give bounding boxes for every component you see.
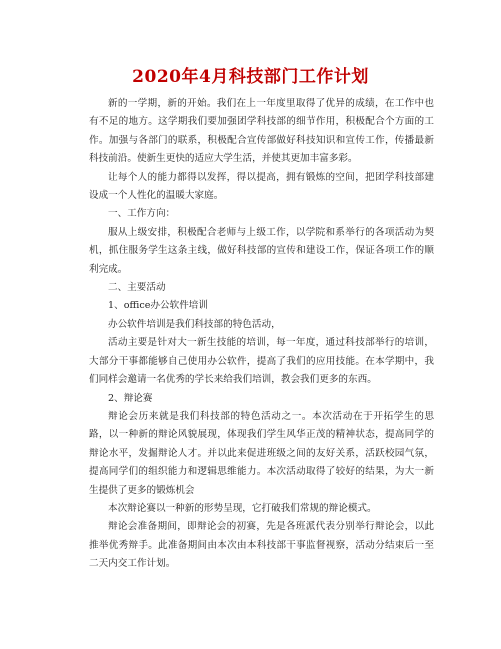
document-body	[89, 95, 434, 574]
paragraph-debate-format: 本次辩论赛以一种新的形势呈现，它打破我们常规的辩论模式。	[108, 502, 377, 514]
paragraph-goal: 让每个人的能力都得以发挥，得以提高，拥有锻炼的空间，把团学科技部建设成一个人性化的温暖大家庭。	[89, 171, 434, 202]
paragraph-debate-intro: 辩论会历来就是我们科技部的特色活动之一。本次活动在于开拓学生的思路，以一种新的辩论风貌展现，体现我们学生风华正茂的精神状态，提高同学的辩论水平，发掘辩论人才。并以此来促进班级之间的友好关系，活跃校园气氛，提高同学们的组织能力和逻辑思维能力。本次活动取得了较好的结果，为大一新生提供了更多的锻炼机会	[89, 410, 434, 496]
paragraph-office-detail: 活动主要是针对大一新生技能的培训，每一年度，通过科技部举行的培训，大部分干事都能够自己使用办公软件，提高了我们的应用技能。在本学期中，我们同样会邀请一名优秀的学长来给我们培训，教会我们更多的东西。	[89, 337, 434, 386]
paragraph-work-direction: 服从上级安排，积极配合老师与上级工作，以学院和系举行的各项活动为契机，抓住服务学生这条主线，做好科技部的宣传和建设工作，保证各项工作的顺利完成。	[89, 226, 434, 275]
subheading-office-training: 1、office办公软件培训	[108, 300, 208, 312]
section-heading-work-direction: 一、工作方向：	[108, 208, 176, 220]
paragraph-debate-prep: 辩论会准备期间，即辩论会的初赛，先是各班派代表分别举行辩论会，以此推举优秀辩手。此准备期间由本次由本科技部干事监督视察，活动分结束后一至二天内交工作计划。	[89, 521, 434, 570]
section-heading-main-activities: 二、主要活动	[108, 282, 166, 294]
document-title: 2020年4月科技部门工作计划	[132, 67, 369, 87]
paragraph-office-intro: 办公软件培训是我们科技部的特色活动，	[108, 318, 281, 330]
subheading-debate: 2、辩论赛	[108, 392, 153, 404]
paragraph-intro: 新的一学期，新的开始。我们在上一年度里取得了优异的成绩，在工作中也有不足的地方。这学期我们要加强团学科技部的细节作用，积极配合个方面的工作。加强与各部门的联系，积极配合宣传部做好科技知识和宣传工作，传播最新科技前沿。使新生更快的适应大学生活，并使其更加丰富多彩。	[89, 98, 434, 165]
